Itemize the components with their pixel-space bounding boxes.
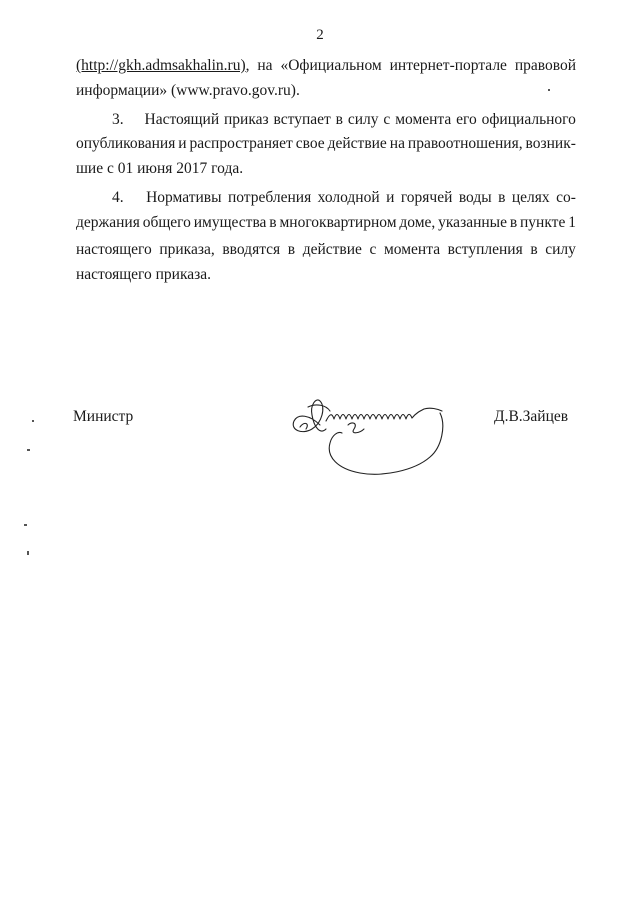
word: «Официальном: [280, 57, 382, 74]
signatory-name: Д.В.Зайцев: [494, 408, 569, 425]
word: потребления: [227, 189, 312, 206]
word: возник-: [525, 135, 576, 152]
word: правоотношения,: [407, 135, 523, 152]
paragraph-3-line-2: [76, 134, 576, 154]
word: силу: [545, 241, 576, 258]
word: на: [389, 135, 405, 152]
word: вступает: [273, 111, 331, 128]
word: интернет-портале: [389, 57, 507, 74]
word: правовой: [514, 57, 576, 74]
word: имущества: [193, 214, 267, 231]
word: держания: [76, 214, 140, 231]
word: свое: [295, 135, 325, 152]
scan-speck: [27, 449, 30, 451]
scan-speck: [32, 420, 34, 422]
paragraph-4-line-4: настоящего приказа.: [76, 266, 212, 283]
word: в: [509, 214, 518, 231]
word: доме,: [399, 214, 436, 231]
word: вводятся: [222, 241, 281, 258]
word: официального: [481, 111, 576, 128]
word: и: [178, 135, 187, 152]
scan-speck: [548, 89, 550, 91]
word: воды: [458, 189, 492, 206]
page-number: 2: [316, 27, 324, 43]
paragraph-4-line-3: [76, 240, 576, 260]
word: в: [335, 111, 343, 128]
word: в: [269, 214, 277, 231]
word: целях: [511, 189, 550, 206]
signatory-position: Министр: [73, 408, 134, 425]
handwritten-signature: [290, 385, 450, 485]
paragraph-4-line-1: [112, 188, 576, 208]
word: с: [369, 241, 377, 258]
word: силу: [347, 111, 379, 128]
scan-speck: [24, 524, 27, 526]
paragraph-4-number: 4.: [112, 189, 124, 206]
word: общего: [142, 214, 191, 231]
word: со-: [556, 189, 576, 206]
word: 1: [568, 214, 576, 231]
word: холодной: [317, 189, 380, 206]
word: в: [498, 189, 506, 206]
word: приказ: [224, 111, 269, 128]
word: Нормативы: [146, 189, 222, 206]
paragraph-2-line-2: информации» (www.pravo.gov.ru).: [76, 82, 300, 99]
paragraph-3-line-1: [112, 110, 576, 130]
word: его: [456, 111, 477, 128]
word: момента: [383, 241, 441, 258]
word: и: [386, 189, 395, 206]
paragraph-2-line-1: [76, 56, 576, 76]
word: Настоящий: [144, 111, 220, 128]
word: с: [383, 111, 391, 128]
word: вступления: [447, 241, 523, 258]
word: на: [257, 57, 273, 74]
paragraph-3-number: 3.: [112, 111, 124, 128]
word: в: [530, 241, 538, 258]
word: момента: [395, 111, 452, 128]
word: действие: [302, 241, 362, 258]
portal-link[interactable]: (http://gkh.admsakhalin.ru): [76, 57, 246, 74]
word: горячей: [400, 189, 453, 206]
word: указанные: [438, 214, 507, 231]
scan-speck: [27, 551, 29, 555]
word: пункте: [520, 214, 566, 231]
word: опубликования: [76, 135, 176, 152]
word: приказа,: [159, 241, 215, 258]
word: действие: [327, 135, 387, 152]
word: настоящего: [76, 241, 152, 258]
word: в: [287, 241, 296, 258]
word: многоквартирном: [279, 214, 397, 231]
paragraph-3-line-3: шие с 01 июня 2017 года.: [76, 160, 244, 177]
word: ,: [245, 57, 250, 74]
paragraph-4-line-2: [76, 213, 576, 233]
word: распространяет: [189, 135, 293, 152]
